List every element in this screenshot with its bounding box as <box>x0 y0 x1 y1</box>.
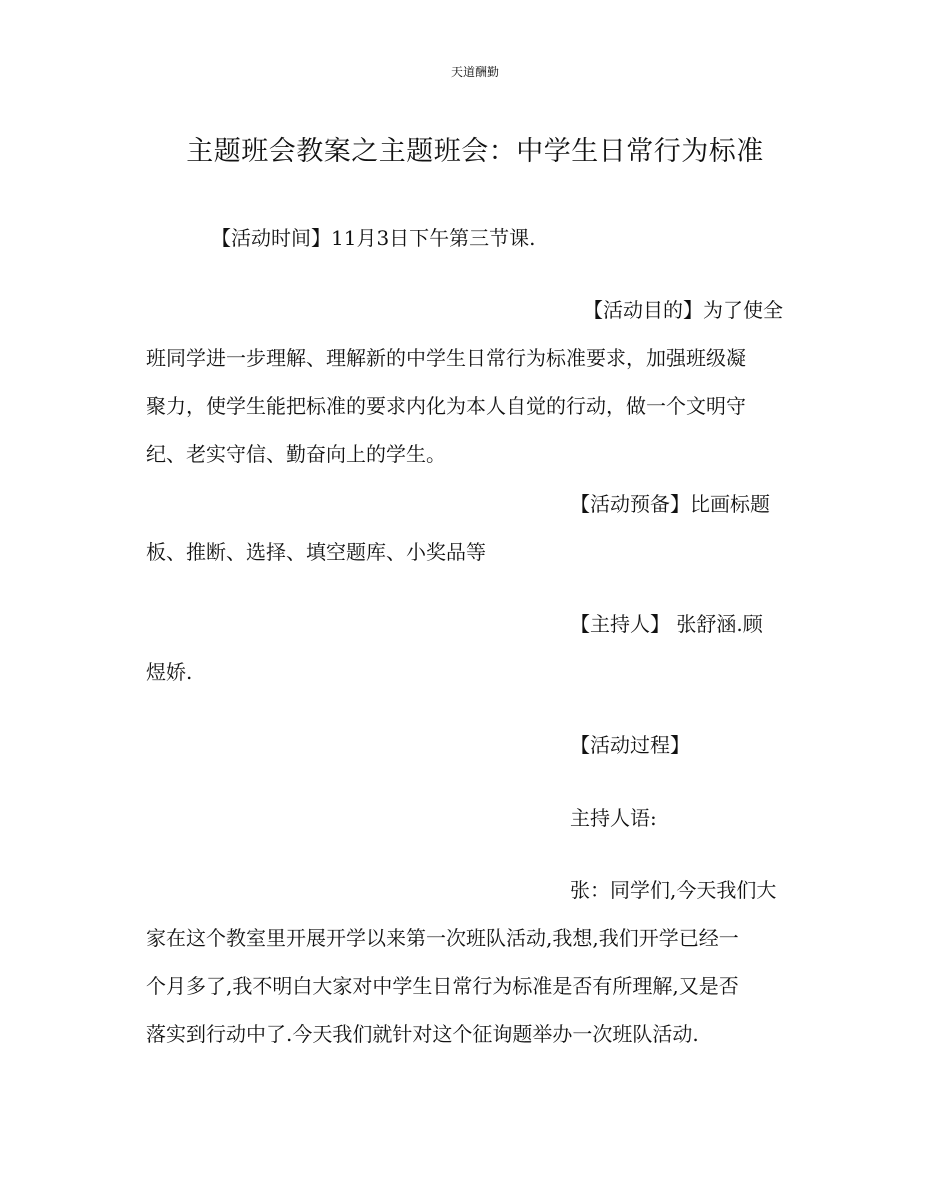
paragraph-process <box>146 721 806 769</box>
host-speech-label: 主持人语: <box>570 806 657 830</box>
process-heading: 【活动过程】 <box>570 733 690 757</box>
paragraph-activity-time <box>146 214 806 262</box>
paragraph-activity-prep <box>146 480 806 576</box>
prep-line-1: 【活动预备】比画标题 <box>570 492 770 516</box>
purpose-line-4: 纪、老实守信、勤奋向上的学生。 <box>146 442 446 466</box>
activity-time-text: 【活动时间】11月3日下午第三节课. <box>211 226 536 250</box>
paragraph-activity-purpose <box>146 286 806 478</box>
speech-line-2: 家在这个教室里开展开学以来第一次班队活动,我想,我们开学已经一 <box>146 926 739 950</box>
purpose-line-1: 【活动目的】为了使全 <box>583 298 783 322</box>
document-title: 主题班会教案之主题班会：中学生日常行为标准 <box>186 136 764 167</box>
prep-line-2: 板、推断、选择、填空题库、小奖品等 <box>146 540 486 564</box>
paragraph-host <box>146 600 806 696</box>
speech-line-4: 落实到行动中了.今天我们就针对这个征询题举办一次班队活动. <box>146 1022 699 1046</box>
purpose-line-2: 班同学进一步理解、理解新的中学生日常行为标准要求，加强班级凝 <box>146 346 746 370</box>
host-line-1: 【主持人】 张舒涵.顾 <box>570 612 763 636</box>
host-line-2: 煜娇. <box>146 660 193 684</box>
paragraph-host-speech-label <box>146 794 806 842</box>
speech-line-1: 张：同学们,今天我们大 <box>570 878 777 902</box>
paragraph-speech <box>146 866 806 1058</box>
speech-line-3: 个月多了,我不明白大家对中学生日常行为标准是否有所理解,又是否 <box>146 974 739 998</box>
page-header: 天道酬勤 <box>450 65 499 79</box>
purpose-line-3: 聚力，使学生能把标准的要求内化为本人自觉的行动，做一个文明守 <box>146 394 746 418</box>
